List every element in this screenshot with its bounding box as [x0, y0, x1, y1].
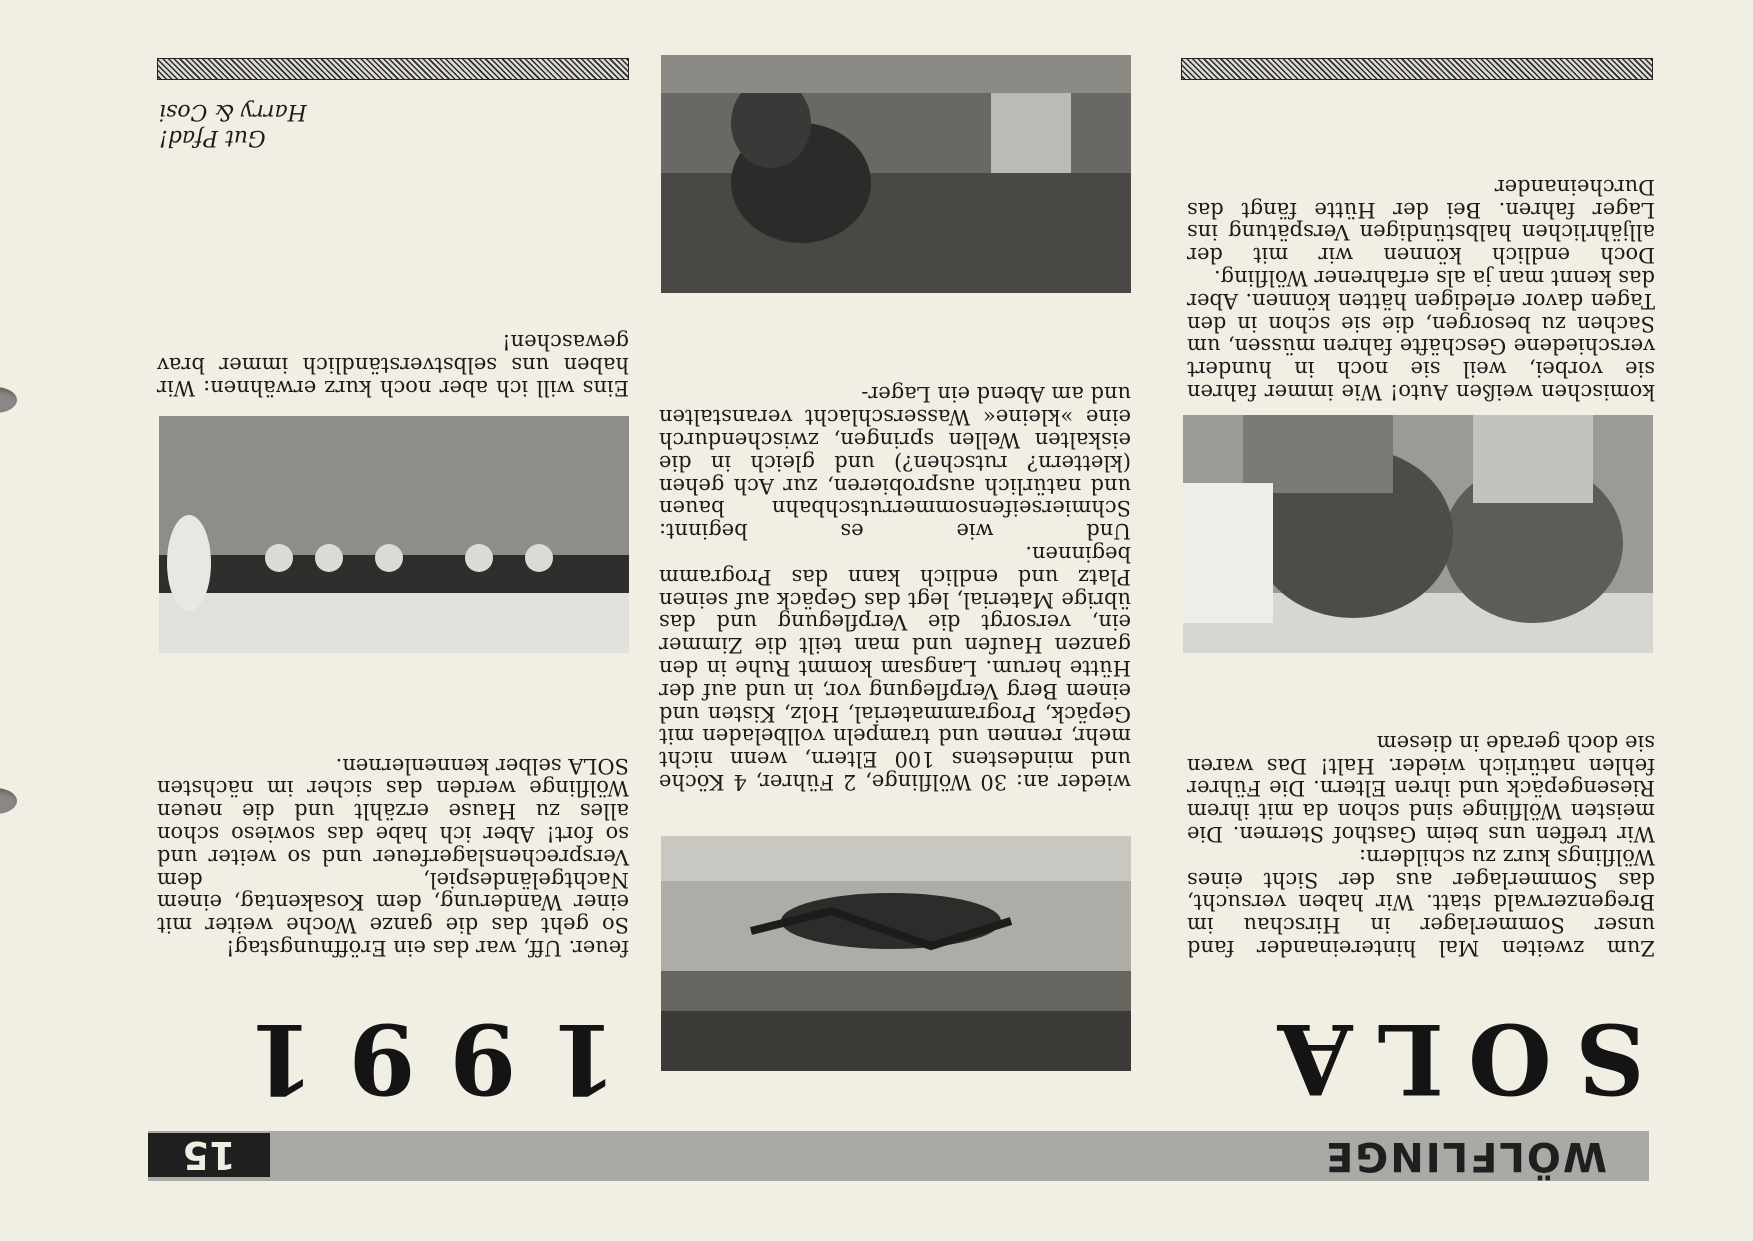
page-number: 15: [148, 1133, 270, 1177]
article-text-col3a: feuer. Uff, war das ein Eröffnungstag! So geht das die ganze Woche weiter mit einer Wanderung, dem Kosakentag, einem Nachtgeländespiel, dem Versprechenslagerfeuer und so weiter und so fort! Aber ich habe das sowieso schon alles zu Hause erzählt und die neuen Wölflinge werden das sicher im nächsten SOLA selber kennenlernen.: [157, 753, 629, 960]
photo-children-water: [661, 55, 1131, 293]
headline-year: 1991: [213, 1002, 617, 1115]
hatched-divider-left: [1181, 58, 1653, 80]
section-title: WÖLFLINGE: [1324, 1133, 1607, 1179]
photo-group-outdoors: [661, 836, 1131, 1071]
signature: Gut Pfad! Harry & Cosi: [159, 99, 307, 150]
article-text-col3b: Eins will ich aber noch kurz erwähnen: Wir haben uns selbstverständlich immer brav gewaschen!: [157, 330, 629, 400]
headline-sola: SOLA: [1254, 1002, 1645, 1115]
photo-children-eating: [1183, 415, 1653, 653]
punch-hole-bottom: [0, 788, 17, 814]
article-text-col1: Zum zweiten Mal hintereinander fand unser Sommerlager in Hirschau im Bregenzerwald statt. Wir haben versucht, das Sommerlager aus der Sicht eines Wölflings kurz zu schildern: Wir treffen uns beim Gasthof Sternen. Die meisten Wölflinge sind schon da mit ihrem Riesengepäck und ihren Eltern. Die Führer fehlen natürlich wieder. Halt! Das waren sie doch gerade in diesem: [1187, 730, 1655, 960]
article-text-col1b: komischen weißen Auto! Wie immer fahren sie vorbei, weil sie noch in hundert verschiedene Geschäfte fahren müssen, um Sachen zu besorgen, die sie schon in den Tagen davor erledigen hätten können. Aber das kennt man ja als erfahrener Wölfling. Doch endlich können wir mit der alljährlichen halbstündigen Verspätung ins Lager fahren. Bei der Hütte fängt das Durcheinander: [1187, 174, 1655, 404]
photo-kids-jumping: [159, 416, 629, 653]
hatched-divider-right: [157, 58, 629, 80]
punch-hole-top: [0, 387, 17, 413]
article-text-col2: wieder an: 30 Wölflinge, 2 Führer, 4 Köche und mindestens 100 Eltern, wenn nicht mehr, rennen und trampeln vollbeladen mit Gepäck, Programmaterial, Holz, Kisten und einem Berg Verpflegung vor, in und auf der Hütte herum. Langsam kommt Ruhe in den ganzen Haufen und man teilt die Zimmer ein, versorgt die Verpflegung und das übrige Material, legt das Gepäck auf seinen Platz und endlich kann das Programm beginnen. Und wie es beginnt: Schmierseifensommerrutschbahn bauen und natürlich ausprobieren, zur Ach gehen (klettern? rutschen?) und gleich in die eiskalten Wellen springen, zwischendurch eine »kleine« Wasserschlacht veranstalten und am Abend ein Lager-: [659, 382, 1131, 794]
